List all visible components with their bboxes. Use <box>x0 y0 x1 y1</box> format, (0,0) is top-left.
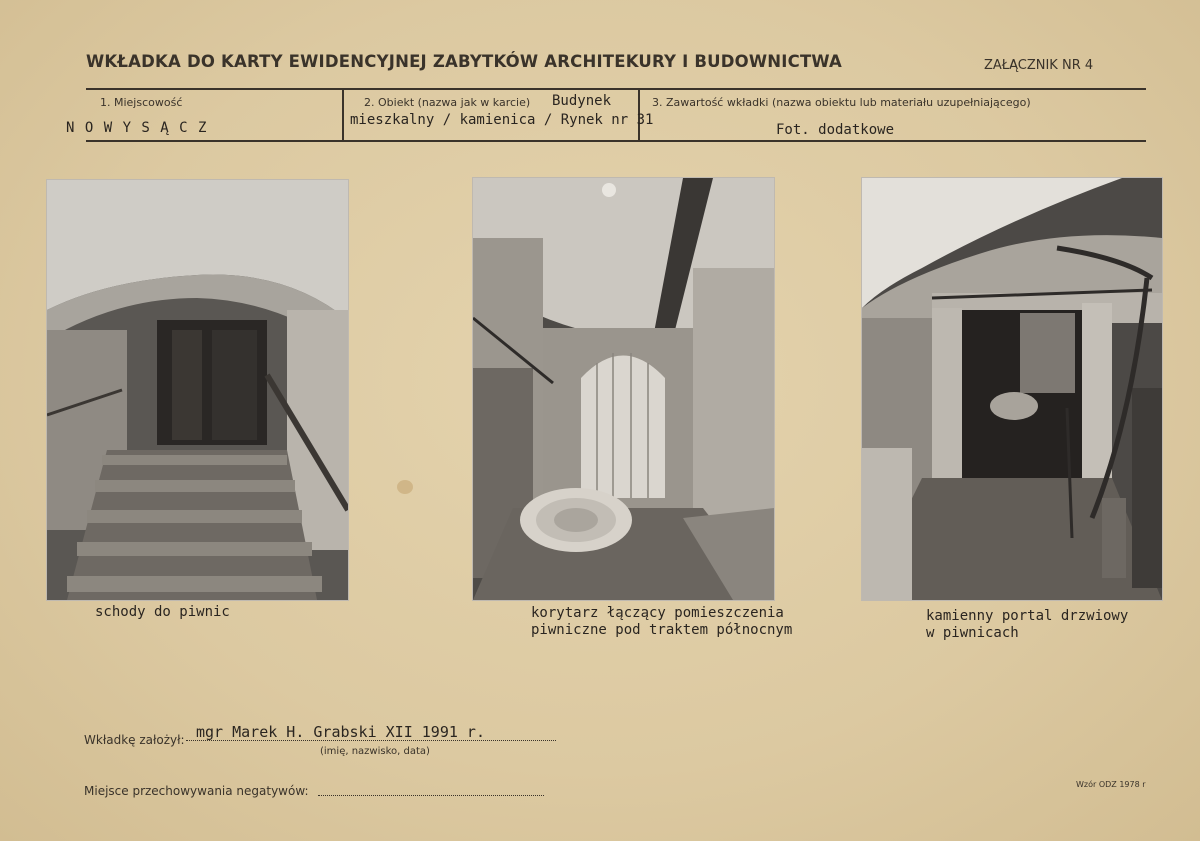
place-label: 1. Miejscowość <box>100 96 183 109</box>
form-code: Wzór ODZ 1978 r <box>1076 780 1146 789</box>
photo-corridor <box>473 178 774 600</box>
caption-stairs <box>95 604 230 621</box>
content-label: 3. Zawartość wkładki (nazwa obiektu lub materiału uzupełniającego) <box>652 96 1031 109</box>
object-label: 2. Obiekt (nazwa jak w karcie) <box>364 96 531 109</box>
paper-stain <box>397 480 413 494</box>
column-divider-1 <box>342 88 344 142</box>
sheet-title: WKŁADKA DO KARTY EWIDENCYJNEJ ZABYTKÓW ARCHITEKURY I BUDOWNICTWA <box>86 52 843 71</box>
founder-dotted-line <box>186 740 556 741</box>
caption-portal <box>926 608 1128 642</box>
table-bottom-rule <box>86 140 1146 142</box>
caption-portal-line1: kamienny portal drzwiowy <box>926 608 1129 624</box>
founder-label: Wkładkę założył: <box>84 733 185 747</box>
photo-portal <box>862 178 1162 600</box>
caption-corridor <box>531 605 792 639</box>
place-value: N O W Y S Ą C Z <box>66 120 208 136</box>
caption-stairs-line1: schody do piwnic <box>95 604 230 620</box>
founder-value: mgr Marek H. Grabski XII 1991 r. <box>196 723 485 741</box>
content-value: Fot. dodatkowe <box>776 122 895 138</box>
photo-stairs <box>47 180 348 600</box>
caption-corridor-line2: piwniczne pod traktem północnym <box>531 622 793 638</box>
caption-portal-line2: w piwnicach <box>926 625 1019 641</box>
object-value-line1: Budynek <box>552 93 612 109</box>
object-value-line2: mieszkalny / kamienica / Rynek nr 31 <box>350 112 654 128</box>
negatives-label: Miejsce przechowywania negatywów: <box>84 784 309 798</box>
negatives-dotted-line <box>318 795 544 796</box>
caption-corridor-line1: korytarz łączący pomieszczenia <box>531 605 784 621</box>
founder-hint: (imię, nazwisko, data) <box>320 746 430 757</box>
annex-number: ZAŁĄCZNIK NR 4 <box>984 58 1094 73</box>
table-top-rule <box>86 88 1146 90</box>
